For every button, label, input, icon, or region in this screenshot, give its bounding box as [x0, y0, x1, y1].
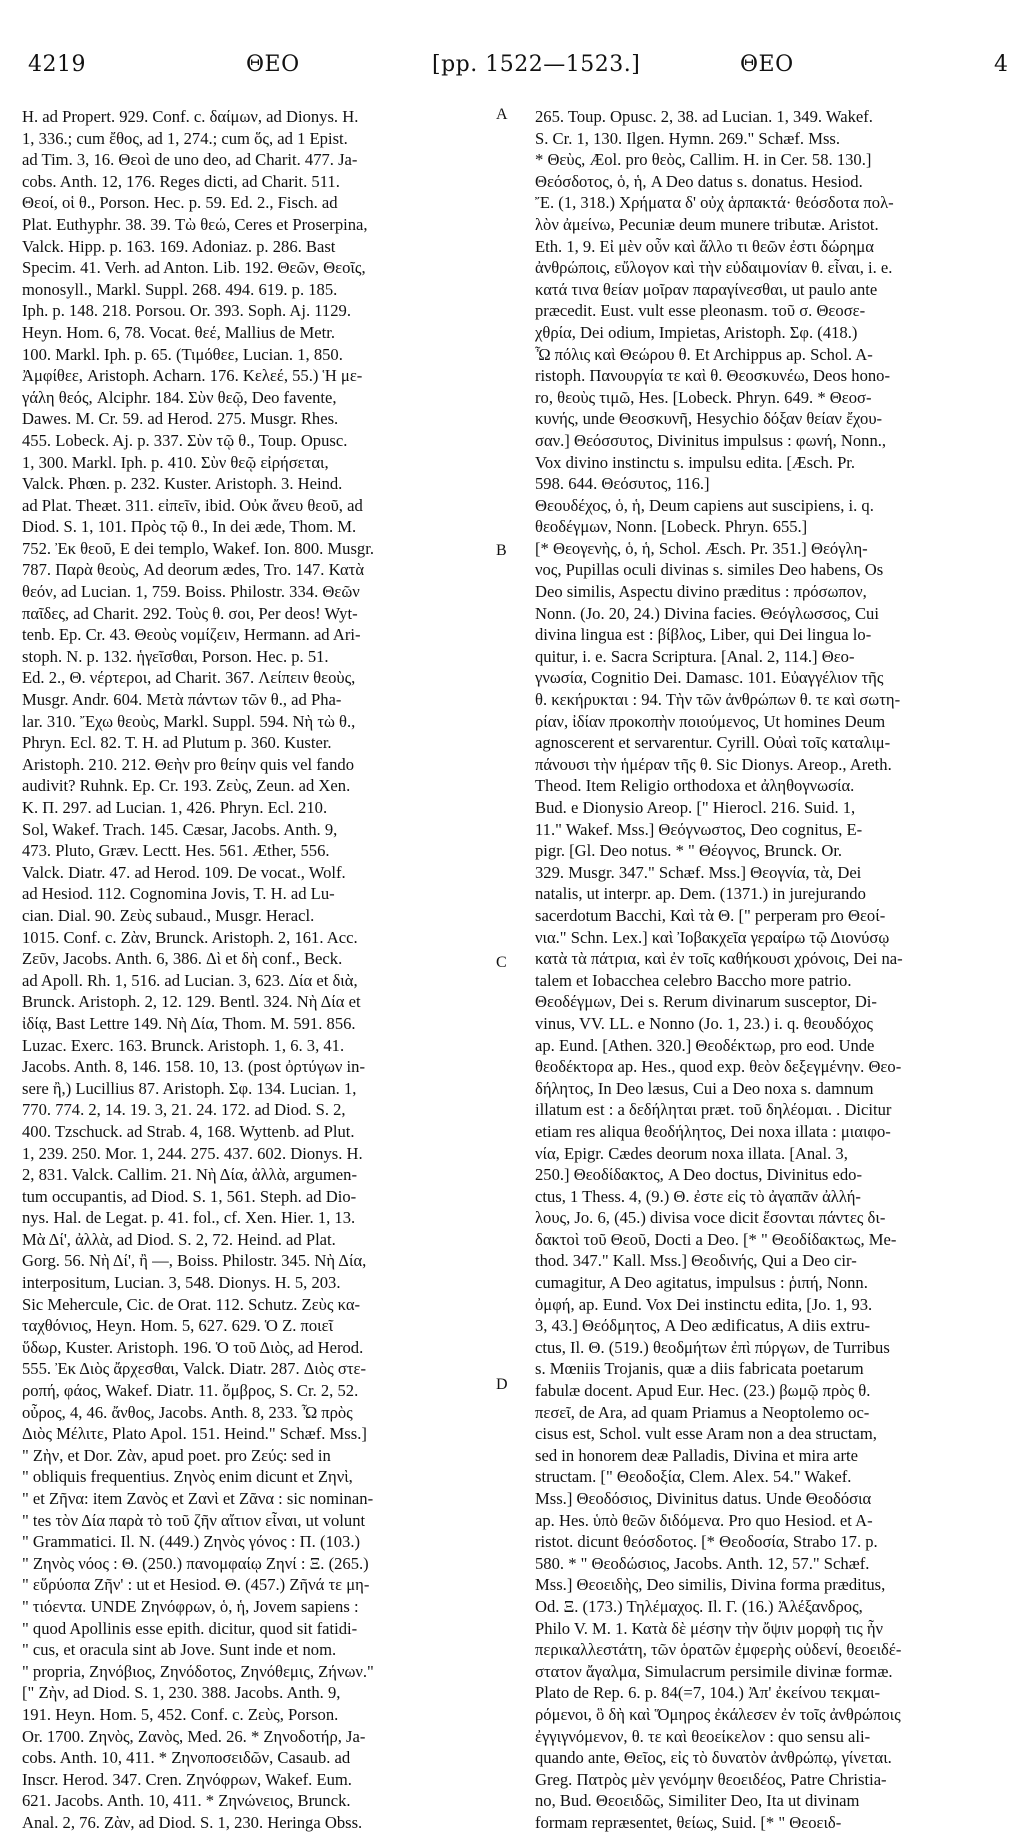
text-line: ro, θεοὺς τιμῶ, Hes. [Lobeck. Phryn. 649. * Θεοσ-	[535, 387, 872, 407]
text-line: stoph. N. p. 132. ἡγεῖσθαι, Porson. Hec. p. 51.	[22, 646, 329, 666]
text-line: θεοδέγμων, Nonn. [Lobeck. Phryn. 655.]	[535, 517, 808, 537]
text-line: Θεόσδοτος, ὁ, ἡ, A Deo datus s. donatus. Hesiod.	[535, 171, 863, 191]
text-line: etiam res aliqua θεοδήλητος, Dei noxa illata : μιαιφο-	[535, 1121, 891, 1141]
text-line: νία, Epigr. Cædes deorum noxa illata. [Anal. 3,	[535, 1143, 848, 1163]
text-line: χθρία, Dei odium, Impietas, Aristoph. Σφ. (418.)	[535, 322, 858, 342]
text-line: cobs. Anth. 10, 411. * Ζηνοποσειδῶν, Casaub. ad	[22, 1748, 351, 1768]
text-line: præcedit. Eust. vult esse pleonasm. τοῦ σ. Θεοσε-	[535, 301, 866, 321]
text-line: " Grammatici. Il. N. (449.) Ζηνὸς γόνος : Π. (103.)	[22, 1532, 361, 1552]
text-line: 1015. Conf. c. Ζὰν, Brunck. Aristoph. 2, 161. Acc.	[22, 927, 358, 947]
text-line: 598. 644. Θεόσυτος, 116.]	[535, 474, 710, 494]
text-line: cumagitur, A Deo agitatus, impulsus : ῥιπή, Nonn.	[535, 1273, 868, 1293]
text-line: " τιόεντα. UNDE Ζηνόφρων, ὁ, ἡ, Jovem sapiens :	[22, 1596, 359, 1616]
text-line: " quod Apollinis esse epith. dicitur, quod sit fatidi-	[22, 1618, 358, 1638]
text-line: κυνής, unde Θεοσκυνῆ, Hesychio δόξαν θείαν ἔχου-	[535, 409, 883, 429]
headword-right: ΘΕΟ	[740, 52, 794, 77]
text-line: 3, 43.] Θεόδμητος, A Deo ædificatus, A diis extru-	[535, 1316, 871, 1336]
text-line: " tes τὸν Δία παρὰ τὸ τοῦ ζῆν αἴτιον εἶναι, ut volunt	[22, 1510, 366, 1530]
text-line: vinus, VV. LL. e Nonno (Jo. 1, 23.) i. q. θεουδόχος	[535, 1013, 873, 1033]
text-line: ἀνθρώποις, εὔλογον καὶ τὴν εὐδαιμονίαν θ. εἶναι, i. e.	[535, 258, 893, 278]
text-line: formam repræsentet, θείως, Suid. [* " Θεοειδ-	[535, 1812, 842, 1832]
text-line: δακτοὶ τοῦ Θεοῦ, Docti a Deo. [* " Θεοδίδακτως, Me-	[535, 1229, 897, 1249]
text-line: " et Ζῆνα: item Ζανὸς et Ζανὶ et Ζᾶνα : sic nominan-	[22, 1489, 374, 1508]
text-line: illatum est : a δεδήληται præt. τοῦ δηλέομαι. . Dicitur	[535, 1100, 892, 1120]
text-line: sacerdotum Bacchi, Καὶ τὰ Θ. [" perperam pro Θεοί-	[535, 905, 886, 925]
text-line: 621. Jacobs. Anth. 10, 411. * Ζηνώνειος, Brunck.	[22, 1791, 351, 1811]
text-line: θεόν, ad Lucian. 1, 759. Boiss. Philostr. 334. Θεῶν	[22, 582, 360, 602]
text-line: tum occupantis, ad Diod. S. 1, 561. Steph. ad Dio-	[22, 1186, 357, 1206]
text-line: Gorg. 56. Νὴ Δί', ἢ —, Boiss. Philostr. 345. Νὴ Δία,	[22, 1251, 367, 1271]
text-line: Jacobs. Anth. 8, 146. 158. 10, 13. (post ὀρτύγων in-	[22, 1057, 365, 1077]
text-line: Valck. Phœn. p. 232. Kuster. Aristoph. 3. Heind.	[22, 474, 343, 494]
text-line: Bud. e Dionysio Areop. [" Hierocl. 216. Suid. 1,	[535, 798, 856, 817]
column-number-right: 4	[994, 52, 1009, 77]
text-line: Ζεῦν, Jacobs. Anth. 6, 386. Δὶ et δὴ conf., Beck.	[22, 949, 343, 969]
text-line: Aristoph. 210. 212. Θεὴν pro θείην quis vel fando	[22, 754, 355, 774]
text-line: 455. Lobeck. Aj. p. 337. Σὺν τῷ θ., Toup. Opusc.	[22, 430, 348, 450]
text-line: Μὰ Δί', ἀλλὰ, ad Diod. S. 2, 72. Heind. ad Plat.	[22, 1229, 336, 1249]
text-line: ροπή, φάος, Wakef. Diatr. 11. ὄμβρος, S. Cr. 2, 52.	[22, 1381, 359, 1401]
text-line: Theod. Item Religio orthodoxa et ἀληθογνωσία.	[535, 776, 855, 796]
section-marker-c: C	[496, 954, 507, 971]
text-line: * Θεὺς, Æol. pro θεὸς, Callim. H. in Cer. 58. 130.]	[535, 150, 872, 170]
text-line: K. Π. 297. ad Lucian. 1, 426. Phryn. Ecl. 210.	[22, 798, 328, 817]
text-line: Diod. S. 1, 101. Πρὸς τῷ θ., In dei æde, Thom. M.	[22, 517, 357, 537]
text-line: Valck. Diatr. 47. ad Herod. 109. De vocat., Wolf.	[22, 862, 346, 882]
text-line: Inscr. Herod. 347. Cren. Ζηνόφρων, Wakef. Eum.	[22, 1769, 352, 1789]
text-line: 400. Tzschuck. ad Strab. 4, 168. Wyttenb. ad Plut.	[22, 1121, 355, 1141]
text-line: 580. * " Θεοδώσιος, Jacobs. Anth. 12, 57." Schæf.	[535, 1553, 870, 1573]
text-line: κατὰ τὰ πάτρια, καὶ ἐν τοῖς καθήκουσι χρόνοις, Dei na-	[535, 949, 903, 969]
text-line: ἰδίᾳ, Bast Lettre 149. Νὴ Δία, Thom. M. 591. 856.	[22, 1013, 356, 1033]
text-line: monosyll., Markl. Suppl. 268. 494. 619. p. 185.	[22, 279, 338, 299]
text-line: thod. 347." Kall. Mss.] Θεοδινής, Qui a Deo cir-	[535, 1251, 857, 1271]
text-line: ctus, Il. Θ. (519.) θεοδμήτων ἐπὶ πύργων, de Turribus	[535, 1337, 890, 1357]
text-line: Od. Ξ. (173.) Τηλέμαχος. Il. Γ. (16.) Ἀλέξανδρος,	[535, 1596, 863, 1616]
text-line: ap. Eund. [Athen. 320.] Θεοδέκτωρ, pro eod. Unde	[535, 1035, 875, 1055]
text-line: λὸν ἀμείνω, Pecuniæ deum munere tributæ. Aristot.	[535, 214, 879, 234]
text-line: Ed. 2., Θ. νέρτεροι, ad Charit. 367. Λείπειν θεοὺς,	[22, 668, 356, 688]
text-line: 329. Musgr. 347." Schæf. Mss.] Θεογνία, τὰ, Dei	[535, 862, 862, 882]
text-line: lar. 310. Ἔχω θεοὺς, Markl. Suppl. 594. Νὴ τὼ θ.,	[22, 711, 356, 731]
text-line: ad Apoll. Rh. 1, 516. ad Lucian. 3, 623. Δία et διὰ,	[22, 970, 358, 990]
text-line: 191. Heyn. Hom. 5, 452. Conf. c. Ζεὺς, Porson.	[22, 1704, 339, 1724]
text-line: Eth. 1, 9. Εἰ μὲν οὖν καὶ ἄλλο τι θεῶν ἐστι δώρημα	[535, 236, 874, 256]
text-line: στατον ἄγαλμα, Simulacrum persimile divinæ formæ.	[535, 1661, 893, 1681]
section-marker-d: D	[496, 1376, 508, 1393]
text-line: " Ζηνὸς νόος : Θ. (250.) πανομφαίῳ Ζηνί : Ξ. (265.)	[22, 1553, 369, 1573]
text-line: 1, 336.; cum ἔθος, ad 1, 274.; cum ὅς, ad 1 Epist.	[22, 128, 348, 148]
text-line: νια." Schn. Lex.] καὶ Ἰοβακχεῖα γεραίρω τῷ Διονύσῳ	[535, 927, 890, 947]
text-line: Philo V. M. 1. Κατὰ δὲ μέσην τὴν ὄψιν μορφὴ τις ἦν	[535, 1618, 884, 1638]
text-line: θ. κεκήρυκται : 94. Τὴν τῶν ἀνθρώπων θ. τε καὶ σωτη-	[535, 690, 901, 710]
text-line: Greg. Πατρὸς μὲν γενόμην θεοειδέος, Patre Christia-	[535, 1769, 887, 1789]
text-line: 1, 300. Markl. Iph. p. 410. Σὺν θεῷ εἰρήσεται,	[22, 452, 329, 472]
text-line: Mss.] Θεοδόσιος, Divinitus datus. Unde Θεοδόσια	[535, 1489, 872, 1508]
text-line: Mss.] Θεοειδὴς, Deo similis, Divina forma præditus,	[535, 1575, 886, 1595]
text-line: ὀμφή, ap. Eund. Vox Dei instinctu edita, [Jo. 1, 93.	[535, 1294, 873, 1314]
text-line: Brunck. Aristoph. 2, 12. 129. Bentl. 324. Νὴ Δία et	[22, 992, 361, 1012]
page-header	[22, 52, 1009, 86]
text-line: agnoscerent et servarentur. Cyrill. Οὐαὶ τοῖς καταλιμ-	[535, 733, 891, 753]
text-line: πεσεῖ, de Ara, ad quam Priamus a Neoptolemo oc-	[535, 1402, 870, 1422]
text-line: Dawes. M. Cr. 59. ad Herod. 275. Musgr. Rhes.	[22, 409, 339, 429]
text-line: ad Tim. 3, 16. Θεοὶ de uno deo, ad Charit. 477. Ja-	[22, 150, 358, 170]
text-line: [" Ζὴν, ad Diod. S. 1, 230. 388. Jacobs. Anth. 9,	[22, 1683, 341, 1703]
text-line: ἐγγιγνόμενον, θ. τε καὶ θεοείκελον : quo sensu ali-	[535, 1726, 871, 1746]
text-line: audivit? Ruhnk. Ep. Cr. 193. Ζεὺς, Zeun. ad Xen.	[22, 776, 351, 796]
text-line: περικαλλεστάτη, τῶν ὁρατῶν ἐμφερὴς οὐδενί, θεοειδέ-	[535, 1640, 902, 1660]
section-marker-b: B	[496, 542, 507, 559]
text-line: natalis, ut interpr. ap. Dem. (1371.) in jurejurando	[535, 884, 866, 904]
text-line: ταχθόνιος, Heyn. Hom. 5, 627. 629. Ὁ Ζ. ποιεῖ	[22, 1316, 334, 1336]
text-line: cian. Dial. 90. Ζεὺς subaud., Musgr. Heracl.	[22, 905, 315, 925]
text-line: 787. Παρὰ θεοὺς, Ad deorum ædes, Tro. 147. Κατὰ	[22, 560, 365, 580]
text-line: Specim. 41. Verh. ad Anton. Lib. 192. Θεῶν, Θεοῖς,	[22, 258, 366, 278]
text-line: γάλη θεός, Alciphr. 184. Σὺν θεῷ, Deo favente,	[22, 387, 337, 407]
text-line: Or. 1700. Ζηνὸς, Ζανὸς, Med. 26. * Ζηνοδοτήρ, Ja-	[22, 1726, 366, 1746]
text-line: ad Hesiod. 112. Cognomina Jovis, T. H. ad Lu-	[22, 884, 335, 904]
text-line: 473. Pluto, Græv. Lectt. Hes. 561. Æther, 556.	[22, 841, 330, 861]
text-line: πάνουσι τὴν ἡμέραν τῆς θ. Sic Dionys. Areop., Areth.	[535, 754, 892, 774]
text-line: 555. Ἐκ Διὸς ἄρχεσθαι, Valck. Diatr. 287. Διὸς στε-	[22, 1359, 367, 1379]
text-line: 770. 774. 2, 14. 19. 3, 21. 24. 172. ad Diod. S. 2,	[22, 1100, 346, 1120]
text-line: γνωσία, Cognitio Dei. Damasc. 101. Εὐαγγέλιον τῆς	[535, 668, 884, 688]
text-line: pigr. [Gl. Deo notus. * " Θέογνος, Brunck. Or.	[535, 841, 843, 861]
column-number-left: 4219	[28, 52, 86, 77]
text-line: " εὕρύοπα Ζῆν' : ut et Hesiod. Θ. (457.) Ζῆνά τε μη-	[22, 1575, 370, 1595]
text-line: talem et Iobacchea celebro Baccho more patrio.	[535, 970, 852, 990]
text-line: cisus est, Schol. vult esse Aram non a dea structam,	[535, 1424, 877, 1444]
text-line: Phryn. Ecl. 82. T. H. ad Plutum p. 360. Kuster.	[22, 733, 332, 753]
text-line: ὕδωρ, Kuster. Aristoph. 196. Ὁ τοῦ Διὸς, ad Herod.	[22, 1337, 364, 1357]
text-line: ristoph. Πανουργία τε καὶ θ. Θεοσκυνέω, Deos hono-	[535, 366, 890, 386]
section-marker-a: A	[496, 106, 508, 123]
text-line: " obliquis frequentius. Ζηνὸς enim dicunt et Ζηνὶ,	[22, 1467, 353, 1487]
text-line: Nonn. (Jo. 20, 24.) Divina facies. Θεόγλωσσος, Cui	[535, 603, 879, 623]
text-line: 752. Ἐκ θεοῦ, E dei templo, Wakef. Ion. 800. Musgr.	[22, 538, 374, 558]
text-line: fabulæ docent. Apud Eur. Hec. (23.) βωμῷ πρὸς θ.	[535, 1381, 871, 1401]
text-line: Θεοί, οἱ θ., Porson. Hec. p. 59. Ed. 2., Fisch. ad	[22, 193, 338, 213]
text-line: divina lingua est : βίβλος, Liber, qui Dei lingua lo-	[535, 625, 872, 645]
text-line: ad Plat. Theæt. 311. εἰπεῖν, ibid. Οὐκ ἄνευ θεοῦ, ad	[22, 495, 363, 515]
text-line: Ἔ. (1, 318.) Χρήματα δ' οὐχ ἁρπακτά· θεόσδοτα πολ-	[535, 193, 894, 213]
text-line: κατά τινα θείαν μοῖραν παραγίνεσθαι, ut paulo ante	[535, 279, 878, 299]
text-line: 100. Markl. Iph. p. 65. (Τιμόθεε, Lucian. 1, 850.	[22, 344, 343, 364]
text-line: " Ζὴν, et Dor. Ζὰν, apud poet. pro Ζεύς: sed in	[22, 1445, 331, 1465]
text-line: " propria, Ζηνόβιος, Ζηνόδοτος, Ζηνόθεμις, Ζήνων."	[22, 1661, 374, 1681]
text-line: Vox divino instinctu s. impulsu edita. [Æsch. Pr.	[535, 452, 856, 472]
text-line: nys. Hal. de Legat. p. 41. fol., cf. Xen. Hier. 1, 13.	[22, 1208, 356, 1228]
text-line: Heyn. Hom. 6, 78. Vocat. θεέ, Mallius de Metr.	[22, 322, 336, 342]
text-line: θεοδέκτορα ap. Hes., quod exp. θεὸν δεξεγμένην. Θεο-	[535, 1057, 902, 1077]
text-line: Musgr. Andr. 604. Μετὰ πάντων τῶν θ., ad Pha-	[22, 690, 342, 710]
text-line: Luzac. Exerc. 163. Brunck. Aristoph. 1, 6. 3, 41.	[22, 1035, 345, 1055]
text-line: Ὦ πόλις καὶ Θεώρου θ. Et Archippus ap. Schol. A-	[535, 344, 873, 364]
text-line: Iph. p. 148. 218. Porsou. Or. 393. Soph. Aj. 1129.	[22, 301, 351, 321]
text-line: ap. Hes. ὑπὸ θεῶν διδόμενα. Pro quo Hesiod. et A-	[535, 1510, 873, 1530]
text-line: " cus, et oracula sint ab Jove. Sunt inde et nom.	[22, 1640, 337, 1660]
text-line: sed in honorem deæ Palladis, Divina et mira arte	[535, 1445, 859, 1465]
text-line: λους, Jo. 6, (45.) divisa voce dicit ἔσονται πάντες δι-	[535, 1208, 886, 1228]
text-line: σαν.] Θεόσσυτος, Divinitus impulsus : φωνή, Nonn.,	[535, 430, 887, 450]
text-line: Plat. Euthyphr. 38. 39. Τὼ θεώ, Ceres et Proserpina,	[22, 214, 368, 234]
text-line: Sic Mehercule, Cic. de Orat. 112. Schutz. Ζεὺς κα-	[22, 1294, 361, 1314]
text-line: δήλητος, In Deo læsus, Cui a Deo noxa s. damnum	[535, 1078, 874, 1098]
text-line: οὖρος, 4, 46. ἄνθος, Jacobs. Anth. 8, 233. Ὦ πρὸς	[22, 1402, 353, 1422]
right-column	[535, 106, 1005, 1834]
text-line: Sol, Wakef. Trach. 145. Cæsar, Jacobs. Anth. 9,	[22, 819, 338, 839]
text-line: 265. Toup. Opusc. 2, 38. ad Lucian. 1, 349. Wakef.	[535, 107, 873, 126]
text-line: 11." Wakef. Mss.] Θεόγνωστος, Deo cognitus, E-	[535, 819, 863, 839]
text-line: H. ad Propert. 929. Conf. c. δαίμων, ad Dionys. H.	[22, 107, 359, 126]
text-line: παῖδες, ad Charit. 292. Τοὺς θ. σοι, Per deos! Wyt-	[22, 603, 358, 623]
headword-left: ΘΕΟ	[246, 52, 300, 77]
text-line: Deo similis, Aspectu divino præditus : πρόσωπον,	[535, 582, 867, 602]
left-column	[22, 106, 492, 1834]
text-line: Ἀμφίθεε, Aristoph. Acharn. 176. Κελεέ, 55.) Ἡ με-	[22, 366, 363, 386]
text-line: Valck. Hipp. p. 163. 169. Adoniaz. p. 286. Bast	[22, 236, 336, 256]
text-line: sere ἢ,) Lucillius 87. Aristoph. Σφ. 134. Lucian. 1,	[22, 1078, 357, 1098]
text-line: tenb. Ep. Cr. 43. Θεοὺς νομίζειν, Hermann. ad Ari-	[22, 625, 361, 645]
text-line: quitur, i. e. Sacra Scriptura. [Anal. 2, 114.] Θεο-	[535, 646, 855, 666]
page-range: [pp. 1522—1523.]	[432, 52, 641, 77]
text-line: 1, 239. 250. Mor. 1, 244. 275. 437. 602. Dionys. H.	[22, 1143, 363, 1163]
text-line: ρίαν, ἰδίαν προκοπὴν ποιούμενος, Ut homines Deum	[535, 711, 886, 731]
text-line: quando ante, Θεῖος, εἰς τὸ δυνατὸν ἀνθρώπῳ, γίνεται.	[535, 1748, 892, 1768]
text-line: 250.] Θεοδίδακτος, A Deo doctus, Divinitus edo-	[535, 1165, 862, 1185]
text-line: ctus, 1 Thess. 4, (9.) Θ. ἐστε εἰς τὸ ἀγαπᾶν ἀλλή-	[535, 1186, 861, 1206]
text-line: Διὸς Μέλιτε, Plato Apol. 151. Heind." Schæf. Mss.]	[22, 1424, 367, 1444]
text-line: νος, Pupillas oculi divinas s. similes Deo habens, Os	[535, 560, 884, 580]
text-line: ristot. dicunt θεόσδοτος. [* Θεοδοσία, Strabo 17. p.	[535, 1532, 878, 1552]
text-line: S. Cr. 1, 130. Ilgen. Hymn. 269." Schæf. Mss.	[535, 128, 841, 148]
text-line: no, Bud. Θεοειδῶς, Similiter Deo, Ita ut divinam	[535, 1791, 860, 1811]
text-line: s. Mœniis Trojanis, quæ a diis fabricata poetarum	[535, 1359, 864, 1379]
text-line: interpositum, Lucian. 3, 548. Dionys. H. 5, 203.	[22, 1273, 341, 1293]
text-line: [* Θεογενὴς, ὁ, ἡ, Schol. Æsch. Pr. 351.] Θεόγλη-	[535, 538, 868, 558]
text-line: Anal. 2, 76. Ζὰν, ad Diod. S. 1, 230. Heringa Obss.	[22, 1812, 363, 1832]
text-line: ρόμενοι, ὃ δὴ καὶ Ὅμηρος ἐκάλεσεν ἐν τοῖς ἀνθρώποις	[535, 1704, 901, 1724]
text-line: 2, 831. Valck. Callim. 21. Νὴ Δία, ἀλλὰ, argumen-	[22, 1165, 357, 1185]
text-line: Plato de Rep. 6. p. 84(=7, 104.) Ἀπ' ἐκείνου τεκμαι-	[535, 1683, 881, 1703]
text-line: cobs. Anth. 12, 176. Reges dicti, ad Charit. 511.	[22, 171, 340, 191]
text-line: structam. [" Θεοδοξία, Clem. Alex. 54." Wakef.	[535, 1467, 852, 1487]
text-line: Θεουδέχος, ὁ, ἡ, Deum capiens aut suscipiens, i. q.	[535, 495, 874, 515]
text-line: Θεοδέγμων, Dei s. Rerum divinarum susceptor, Di-	[535, 992, 877, 1012]
